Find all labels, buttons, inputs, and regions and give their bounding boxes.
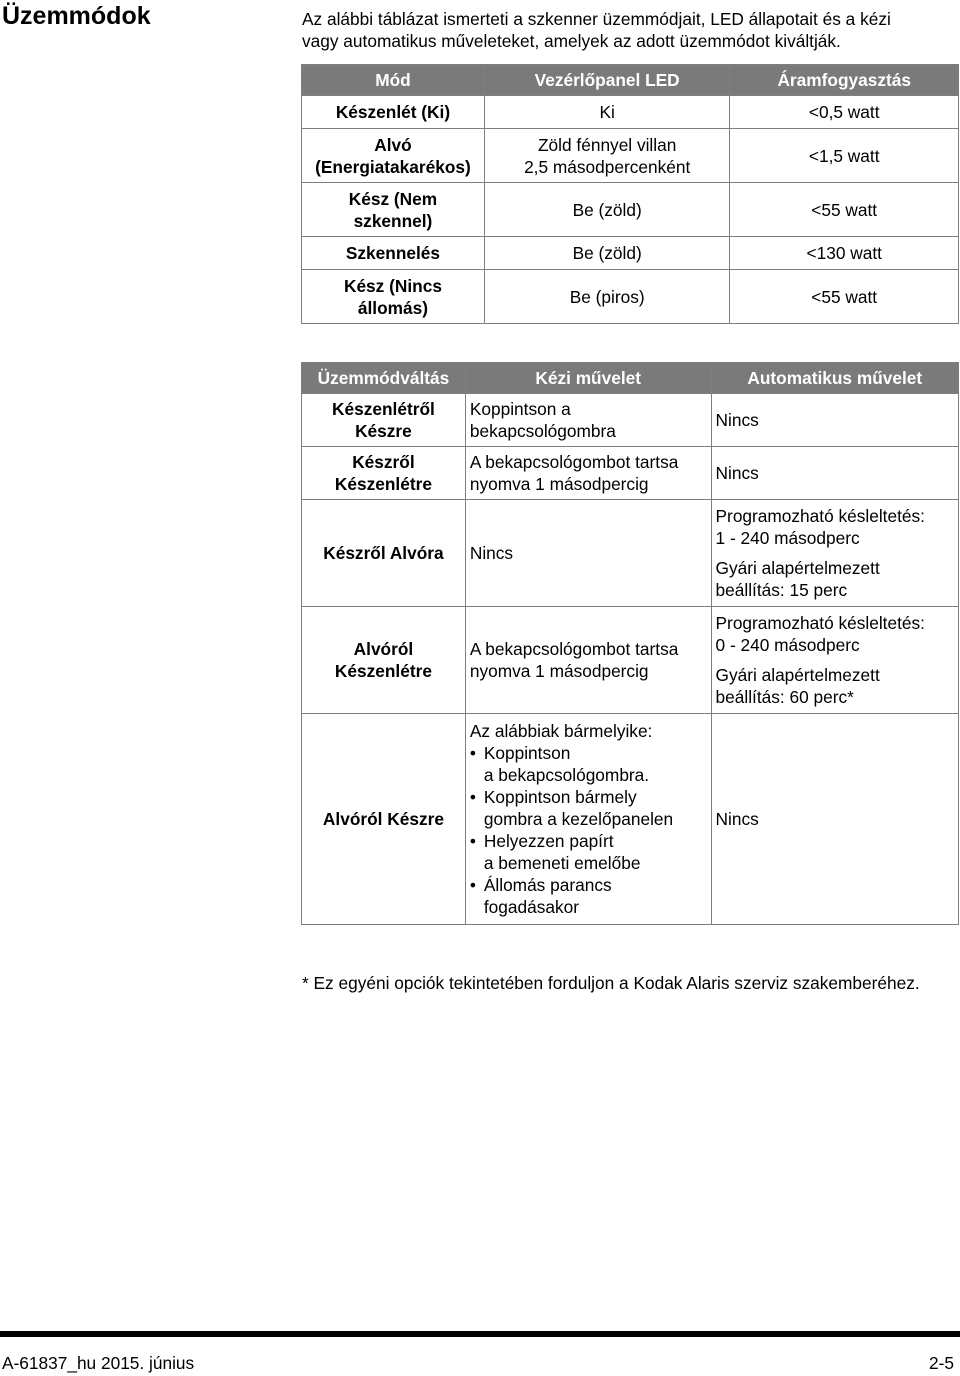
power-cell: <0,5 watt: [730, 96, 959, 129]
list-item: [470, 874, 707, 918]
cell-line: a bekapcsológombra.: [483, 765, 650, 785]
column-header: Automatikus művelet: [711, 363, 958, 394]
led-cell: Be (zöld): [484, 237, 730, 270]
modes-table: [301, 64, 959, 324]
cell-line: Koppintson a: [469, 399, 571, 419]
cell-line: A bekapcsológombot tartsa: [469, 639, 679, 659]
led-cell: Be (piros): [484, 270, 730, 324]
table-row: [302, 183, 959, 237]
list-item: [470, 830, 707, 874]
table-row: [302, 237, 959, 270]
mode-cell: Készenlét (Ki): [302, 96, 485, 129]
column-header: Vezérlőpanel LED: [484, 65, 730, 96]
intro-line: vagy automatikus műveleteket, amelyek az adott üzemmódot kiváltják.: [302, 31, 841, 51]
manual-action-cell: Nincs: [465, 500, 711, 607]
mode-cell: [302, 183, 485, 237]
cell-line: beállítás: 60 perc*: [715, 687, 854, 707]
cell-line: Készenlétről: [332, 399, 435, 419]
delay-setting: [716, 505, 954, 549]
automatic-action-cell: [711, 500, 958, 607]
table-row: [302, 129, 959, 183]
document-id: A-61837_hu 2015. június: [2, 1353, 195, 1373]
mode-change-cell: [302, 607, 466, 714]
cell-line: Alvó: [374, 134, 412, 155]
column-header: Kézi művelet: [465, 363, 711, 394]
automatic-action-cell: Nincs: [711, 447, 958, 500]
table-header-row: [302, 65, 959, 96]
led-cell: Ki: [484, 96, 730, 129]
cell-line: • Állomás parancs: [483, 875, 612, 895]
table-row: [302, 500, 959, 607]
manual-action-cell: [465, 394, 711, 447]
cell-line: Kész (Nincs: [343, 275, 442, 296]
intro-paragraph: [302, 8, 958, 52]
footer-rule: [0, 1331, 960, 1337]
cell-line: Programozható késleltetés:: [715, 506, 925, 526]
power-cell: <130 watt: [730, 237, 959, 270]
led-cell: [484, 129, 730, 183]
cell-line: Gyári alapértelmezett: [715, 665, 880, 685]
cell-line: szkennel): [353, 210, 433, 231]
mode-cell: [302, 270, 485, 324]
mode-change-cell: Alvóról Készre: [302, 714, 466, 925]
cell-line: (Energiatakarékos): [315, 156, 471, 177]
list-title: Az alábbiak bármelyike:: [469, 721, 653, 741]
bullet-list: [470, 742, 707, 918]
default-setting: [716, 664, 954, 708]
cell-line: Készenlétre: [334, 474, 432, 494]
cell-line: Gyári alapértelmezett: [715, 558, 880, 578]
mode-cell: Szkennelés: [302, 237, 485, 270]
list-item: [470, 742, 707, 786]
cell-line: Programozható késleltetés:: [715, 613, 925, 633]
power-cell: <1,5 watt: [730, 129, 959, 183]
mode-cell: [302, 129, 485, 183]
default-setting: [716, 557, 954, 601]
cell-line: Készenlétre: [334, 661, 432, 681]
cell-line: Zöld fénnyel villan: [538, 134, 677, 155]
cell-line: A bekapcsológombot tartsa: [469, 452, 679, 472]
transitions-table: [301, 362, 959, 925]
page-number: 2-5: [929, 1353, 954, 1373]
column-header: Üzemmódváltás: [302, 363, 466, 394]
cell-line: fogadásakor: [483, 897, 579, 917]
delay-setting: [716, 612, 954, 656]
automatic-action-cell: Nincs: [711, 714, 958, 925]
cell-line: nyomva 1 másodpercig: [469, 474, 649, 494]
cell-line: 1 - 240 másodperc: [715, 528, 860, 548]
manual-action-cell: [465, 607, 711, 714]
mode-change-cell: [302, 394, 466, 447]
led-cell: Be (zöld): [484, 183, 730, 237]
cell-line: Készre: [355, 421, 412, 441]
cell-line: nyomva 1 másodpercig: [469, 661, 649, 681]
cell-line: gombra a kezelőpanelen: [483, 809, 674, 829]
mode-change-cell: [302, 447, 466, 500]
cell-line: Készről: [352, 452, 415, 472]
section-title: Üzemmódok: [2, 2, 151, 30]
power-cell: <55 watt: [730, 183, 959, 237]
table-row: [302, 394, 959, 447]
cell-line: • Helyezzen papírt: [483, 831, 614, 851]
automatic-action-cell: Nincs: [711, 394, 958, 447]
table-header-row: [302, 363, 959, 394]
manual-action-cell: [465, 447, 711, 500]
table-row: [302, 270, 959, 324]
mode-change-cell: Készről Alvóra: [302, 500, 466, 607]
footnote: * Ez egyéni opciók tekintetében forduljon a Kodak Alaris szerviz szakemberéhez.: [302, 973, 920, 993]
intro-line: Az alábbi táblázat ismerteti a szkenner üzemmódjait, LED állapotait és a kézi: [302, 9, 891, 29]
manual-action-cell: [465, 714, 711, 925]
cell-line: Kész (Nem: [348, 188, 438, 209]
list-item: [470, 786, 707, 830]
cell-line: bekapcsológombra: [469, 421, 616, 441]
cell-line: 0 - 240 másodperc: [715, 635, 860, 655]
cell-line: állomás): [357, 297, 429, 318]
column-header: Mód: [302, 65, 485, 96]
table-row: [302, 714, 959, 925]
column-header: Áramfogyasztás: [730, 65, 959, 96]
cell-line: Alvóról: [353, 639, 414, 659]
table-row: [302, 607, 959, 714]
cell-line: • Koppintson bármely: [483, 787, 637, 807]
automatic-action-cell: [711, 607, 958, 714]
cell-line: beállítás: 15 perc: [715, 580, 848, 600]
cell-line: a bemeneti emelőbe: [483, 853, 641, 873]
table-row: [302, 96, 959, 129]
cell-line: 2,5 másodpercenként: [524, 156, 691, 177]
power-cell: <55 watt: [730, 270, 959, 324]
cell-line: • Koppintson: [483, 743, 571, 763]
table-row: [302, 447, 959, 500]
